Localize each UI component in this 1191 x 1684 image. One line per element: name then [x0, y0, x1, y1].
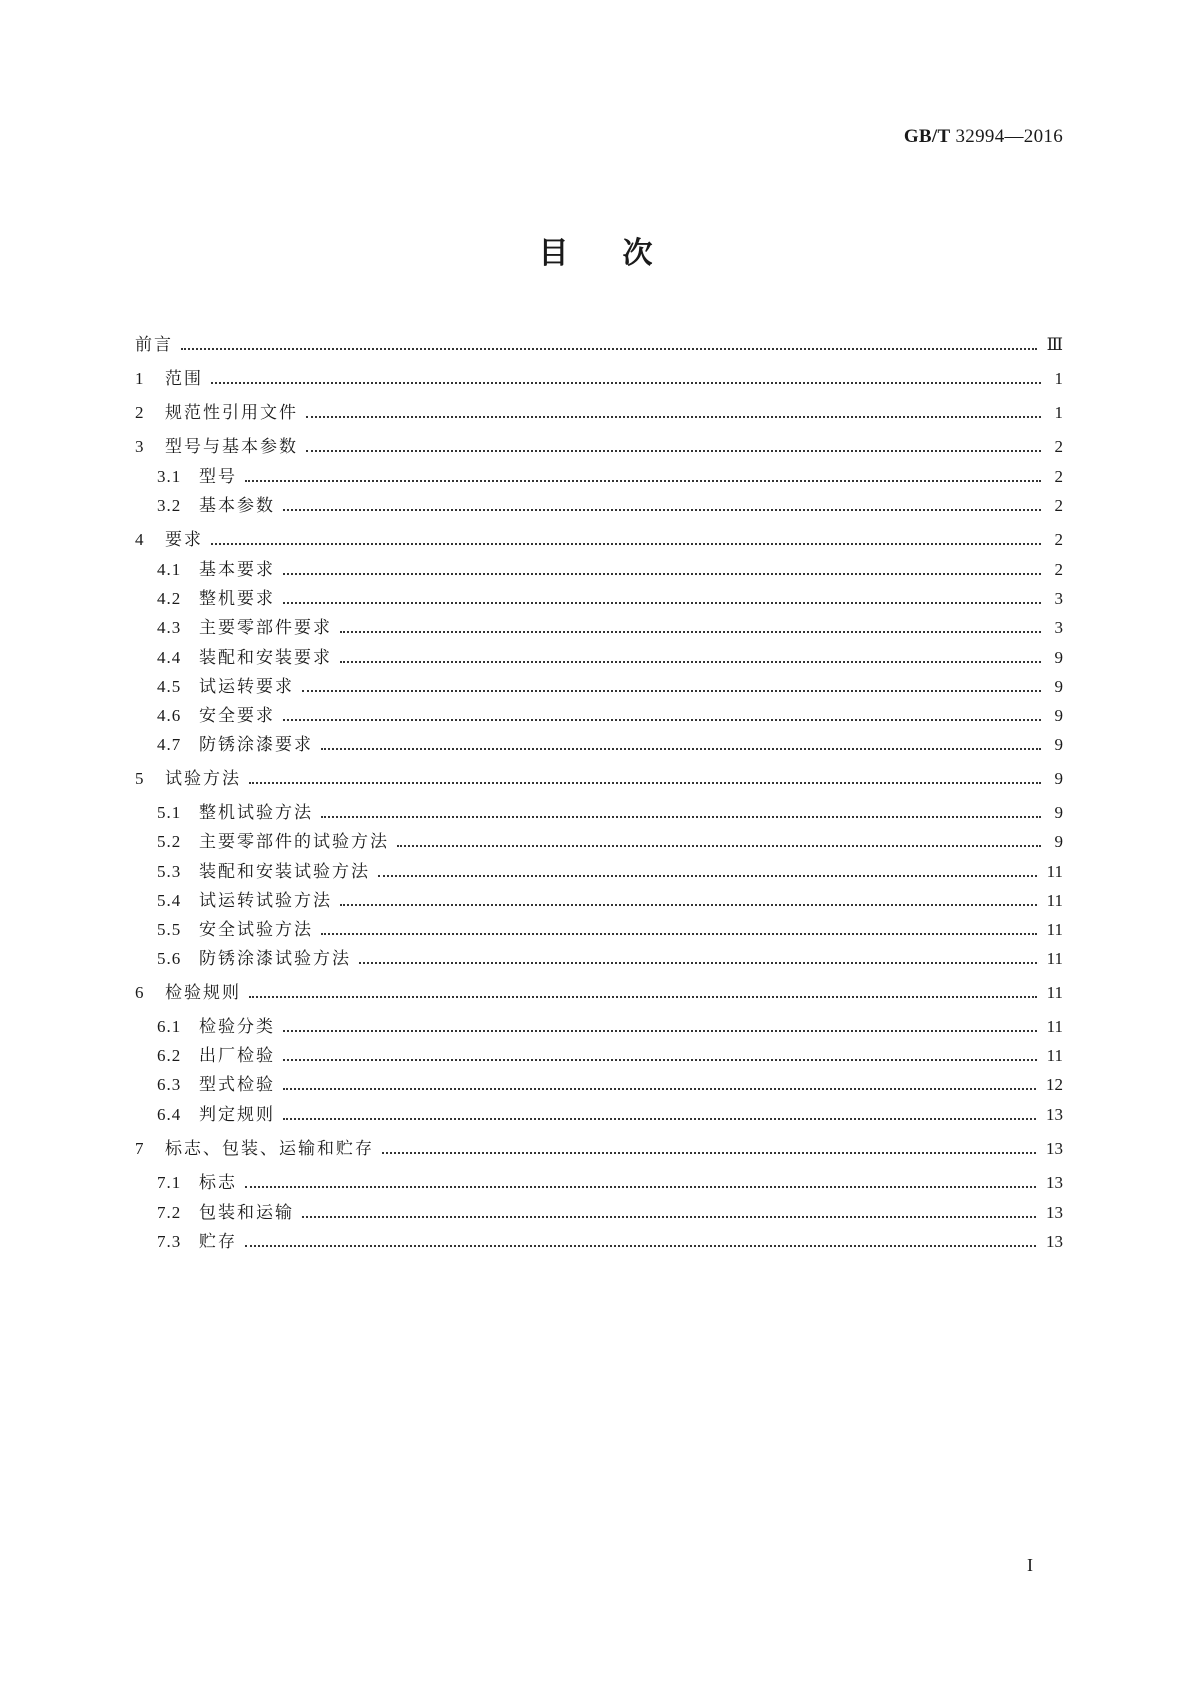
toc-entry-number: 7	[135, 1139, 145, 1158]
toc-leader-dots	[283, 1088, 1036, 1090]
toc-leader-dots	[283, 602, 1041, 604]
standard-code	[904, 126, 1063, 148]
toc-entry-label: 标志	[199, 1173, 237, 1193]
toc-entry[interactable]	[157, 1039, 1063, 1067]
toc-entry[interactable]	[135, 328, 1063, 356]
toc-entry-number: 6.4	[157, 1105, 182, 1124]
toc-entry-page: 11	[1046, 862, 1063, 881]
toc-entry-number: 7.2	[157, 1203, 182, 1222]
toc-entry-page: 11	[1046, 983, 1063, 1002]
toc-entry-label: 整机要求	[199, 589, 275, 609]
toc-entry-label: 型号与基本参数	[165, 437, 298, 457]
toc-entry-label: 检验规则	[165, 983, 241, 1003]
toc-entry-page: 9	[1054, 735, 1063, 754]
toc-entry-page: 2	[1054, 467, 1063, 486]
toc-leader-dots	[340, 631, 1041, 633]
toc-entry-number: 5.3	[157, 862, 182, 881]
toc-leader-dots	[283, 719, 1041, 721]
toc-entry-number: 4.2	[157, 589, 182, 608]
toc-leader-dots	[283, 573, 1041, 575]
toc-leader-dots	[382, 1152, 1036, 1154]
toc-entry-page: 1	[1054, 403, 1063, 422]
toc-entry-number: 5.6	[157, 949, 182, 968]
toc-entry-label: 防锈涂漆要求	[199, 735, 313, 755]
toc-leader-dots	[249, 996, 1037, 998]
toc-entry-page: 11	[1046, 891, 1063, 910]
toc-entry-page: 9	[1054, 677, 1063, 696]
toc-entry-number: 4	[135, 530, 145, 549]
toc-entry[interactable]	[157, 1068, 1063, 1096]
toc-entry[interactable]	[157, 942, 1063, 970]
toc-entry-page: 9	[1054, 769, 1063, 788]
toc-entry-page: 11	[1046, 920, 1063, 939]
toc-entry-number: 4.3	[157, 618, 182, 637]
toc-entry-number: 1	[135, 369, 145, 388]
toc-entry[interactable]	[157, 1010, 1063, 1038]
toc-leader-dots	[181, 348, 1037, 350]
toc-entry[interactable]	[157, 582, 1063, 610]
toc-entry-label: 范围	[165, 369, 203, 389]
toc-entry-page: 9	[1054, 803, 1063, 822]
toc-leader-dots	[306, 416, 1041, 418]
toc-entry-number: 7.1	[157, 1173, 182, 1192]
toc-entry-number: 5.1	[157, 803, 182, 822]
toc-entry-label: 主要零部件的试验方法	[199, 832, 389, 852]
toc-entry[interactable]	[157, 1098, 1063, 1126]
toc-entry-label: 要求	[165, 530, 203, 550]
toc-entry[interactable]	[157, 641, 1063, 669]
toc-leader-dots	[283, 1059, 1037, 1061]
toc-entry[interactable]	[157, 913, 1063, 941]
toc-leader-dots	[283, 509, 1041, 511]
toc-entry-number: 4.7	[157, 735, 182, 754]
toc-leader-dots	[283, 1118, 1036, 1120]
toc-leader-dots	[321, 933, 1037, 935]
toc-entry-label: 基本要求	[199, 560, 275, 580]
toc-entry-number: 4.5	[157, 677, 182, 696]
toc-entry-label: 试验方法	[165, 769, 241, 789]
toc-entry-page: 13	[1046, 1105, 1063, 1124]
toc-entry[interactable]	[135, 762, 1063, 790]
toc-entry-label: 规范性引用文件	[165, 403, 298, 423]
toc-leader-dots	[245, 480, 1041, 482]
toc-entry-label: 包装和运输	[199, 1203, 294, 1223]
toc-entry-number: 5.4	[157, 891, 182, 910]
toc-entry-label: 装配和安装要求	[199, 648, 332, 668]
toc-entry-label: 装配和安装试验方法	[199, 862, 370, 882]
toc-entry[interactable]	[157, 611, 1063, 639]
toc-leader-dots	[211, 382, 1041, 384]
toc-entry-number: 4.4	[157, 648, 182, 667]
toc-entry-page: 3	[1054, 618, 1063, 637]
toc-leader-dots	[306, 450, 1041, 452]
toc-entry-label: 型式检验	[199, 1075, 275, 1095]
toc-entry[interactable]	[157, 553, 1063, 581]
toc-entry-label: 整机试验方法	[199, 803, 313, 823]
toc-leader-dots	[359, 962, 1037, 964]
toc-entry-page: 1	[1054, 369, 1063, 388]
toc-leader-dots	[340, 904, 1037, 906]
toc-leader-dots	[283, 1030, 1037, 1032]
toc-entry[interactable]	[157, 699, 1063, 727]
toc-entry[interactable]	[157, 460, 1063, 488]
toc-entry[interactable]	[135, 523, 1063, 551]
toc-entry-page: 3	[1054, 589, 1063, 608]
toc-entry-number: 4.1	[157, 560, 182, 579]
toc-entry-label: 安全要求	[199, 706, 275, 726]
toc-leader-dots	[302, 690, 1041, 692]
toc-entry[interactable]	[135, 396, 1063, 424]
toc-entry-label: 基本参数	[199, 496, 275, 516]
toc-entry[interactable]	[157, 728, 1063, 756]
toc-entry-label: 试运转试验方法	[199, 891, 332, 911]
toc-entry-page: 11	[1046, 949, 1063, 968]
toc-entry[interactable]	[157, 1225, 1063, 1253]
toc-entry-number: 5.5	[157, 920, 182, 939]
toc-entry[interactable]	[135, 362, 1063, 390]
toc-entry-page: Ⅲ	[1046, 335, 1063, 354]
toc-leader-dots	[302, 1216, 1036, 1218]
toc-entry-page: 2	[1054, 496, 1063, 515]
toc-entry-number: 3	[135, 437, 145, 456]
toc-entry[interactable]	[157, 489, 1063, 517]
toc-entry-page: 13	[1046, 1139, 1063, 1158]
toc-entry-number: 6.1	[157, 1017, 182, 1036]
toc-entry-number: 3.2	[157, 496, 182, 515]
toc-entry-number: 6.3	[157, 1075, 182, 1094]
toc-entry-number: 5	[135, 769, 145, 788]
toc-entry-label: 出厂检验	[199, 1046, 275, 1066]
toc-entry-number: 6	[135, 983, 145, 1002]
toc-leader-dots	[397, 845, 1041, 847]
toc-entry-page: 2	[1054, 437, 1063, 456]
toc-entry-label: 试运转要求	[199, 677, 294, 697]
toc-leader-dots	[211, 543, 1041, 545]
toc-entry[interactable]	[135, 976, 1063, 1004]
toc-leader-dots	[321, 816, 1041, 818]
toc-entry-page: 9	[1054, 706, 1063, 725]
toc-entry-page: 11	[1046, 1017, 1063, 1036]
toc-entry-number: 5.2	[157, 832, 182, 851]
toc-leader-dots	[321, 748, 1041, 750]
toc-entry-label: 检验分类	[199, 1017, 275, 1037]
toc-entry-page: 9	[1054, 648, 1063, 667]
page-title: 目次	[538, 236, 707, 271]
standard-number: 32994—2016	[955, 126, 1063, 147]
toc-leader-dots	[340, 661, 1041, 663]
toc-leader-dots	[249, 782, 1041, 784]
toc-entry[interactable]	[157, 884, 1063, 912]
toc-entry[interactable]	[135, 430, 1063, 458]
toc-leader-dots	[245, 1245, 1036, 1247]
toc-entry-page: 13	[1046, 1203, 1063, 1222]
toc-entry-page: 12	[1046, 1075, 1063, 1094]
toc-entry[interactable]	[157, 855, 1063, 883]
toc-entry-number: 6.2	[157, 1046, 182, 1065]
toc-entry-page: 2	[1054, 560, 1063, 579]
toc-entry[interactable]	[157, 670, 1063, 698]
toc-entry-label: 型号	[199, 467, 237, 487]
toc-entry-label: 贮存	[199, 1232, 237, 1252]
toc-entry-number: 4.6	[157, 706, 182, 725]
toc-entry-number: 3.1	[157, 467, 182, 486]
toc-leader-dots	[245, 1186, 1036, 1188]
toc-entry[interactable]	[157, 796, 1063, 824]
toc-entry-page: 9	[1054, 832, 1063, 851]
toc-entry-number: 2	[135, 403, 145, 422]
toc-entry-page: 2	[1054, 530, 1063, 549]
standard-prefix: GB/T	[903, 126, 951, 147]
toc-entry-number: 7.3	[157, 1232, 182, 1251]
toc-entry-label: 安全试验方法	[199, 920, 313, 940]
toc-entry[interactable]	[157, 1196, 1063, 1224]
toc-entry[interactable]	[157, 825, 1063, 853]
toc-entry-page: 13	[1046, 1232, 1063, 1251]
toc-entry-label: 标志、包装、运输和贮存	[165, 1139, 374, 1159]
toc-leader-dots	[378, 875, 1037, 877]
footer-page-number: I	[1027, 1555, 1033, 1575]
toc-entry-page: 11	[1046, 1046, 1063, 1065]
toc-entry-label: 主要零部件要求	[199, 618, 332, 638]
toc-entry-page: 13	[1046, 1173, 1063, 1192]
toc-entry[interactable]	[135, 1132, 1063, 1160]
toc-entry-label: 判定规则	[199, 1105, 275, 1125]
toc-entry-label: 前言	[135, 335, 173, 355]
toc-entry[interactable]	[157, 1166, 1063, 1194]
toc-entry-label: 防锈涂漆试验方法	[199, 949, 351, 969]
